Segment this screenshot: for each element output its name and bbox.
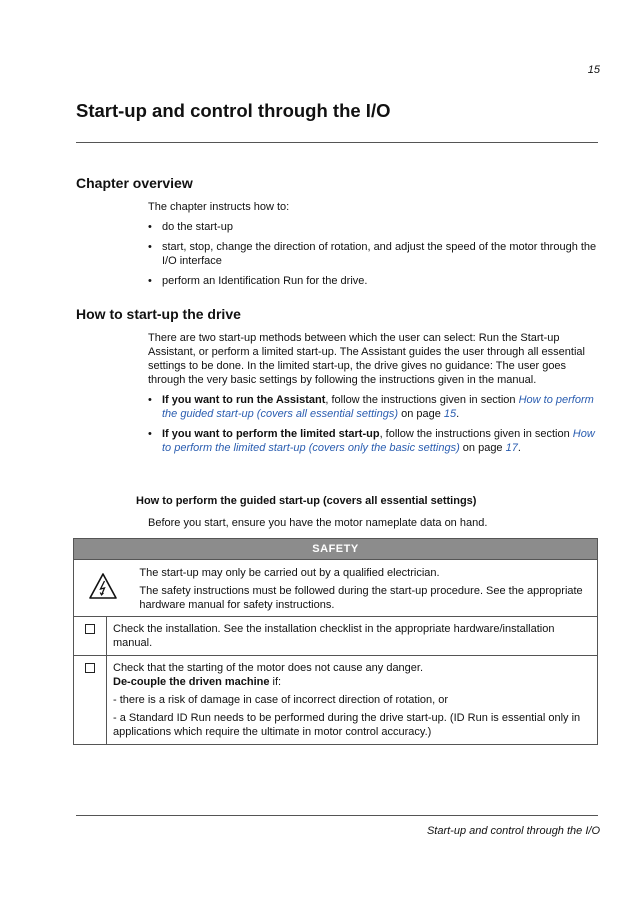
- guided-startup-link[interactable]: How to perform the guided start-up (covers all essential settings): [162, 394, 594, 420]
- safety-table: [73, 538, 598, 745]
- guided-startup-heading: How to perform the guided start-up (covers all essential settings): [136, 495, 477, 507]
- page-17-link[interactable]: 17: [505, 442, 518, 454]
- footer-divider: [76, 815, 598, 816]
- title-divider: [76, 142, 598, 143]
- page-15-link[interactable]: 15: [443, 408, 457, 420]
- list-item: • perform an Identification Run for the drive.: [148, 275, 368, 287]
- guided-intro: Before you start, ensure you have the motor nameplate data on hand.: [148, 517, 488, 529]
- checkbox-cell: [74, 656, 107, 745]
- list-item: • start, stop, change the direction of rotation, and adjust the speed of the motor through the I/O interface: [148, 241, 597, 267]
- overview-intro: The chapter instructs how to:: [148, 201, 290, 213]
- startup-list: [148, 393, 598, 455]
- safety-line-2: The safety instructions must be followed during the start-up procedure. See the appropriate hardware manual for safety instructions.: [139, 585, 583, 611]
- limited-startup-link[interactable]: How to perform the limited start-up (covers only the basic settings): [162, 428, 595, 454]
- safety-line-1: The start-up may only be carried out by a qualified electrician.: [139, 567, 440, 579]
- chapter-overview-heading: Chapter overview: [76, 175, 193, 191]
- startup-heading: How to start-up the drive: [76, 306, 241, 322]
- safety-icon-cell: [74, 560, 132, 617]
- safety-header: SAFETY: [74, 539, 598, 560]
- checkbox[interactable]: [85, 663, 95, 673]
- startup-paragraph: There are two start-up methods between which the user can select: Run the Start-up Assistant, or perform a limited start-up. The Assistant guides the user through all essential settings to be done. In the limited start-up, the drive gives no guidance: The user goes through the very basic settings by following the instructions given in the manual.: [148, 332, 585, 386]
- footer-text: Start-up and control through the I/O: [426, 825, 600, 837]
- chapter-overview-section: [148, 200, 598, 294]
- check-motor-text: Check that the starting of the motor does not cause any danger. De-couple the driven machine if: - there is a risk of damage in case of incorrect direction of rotation, or - a Standard ID Run needs to be performed during the drive start-up. (ID Run is essential only in applications which require the ultimate in motor control accuracy.): [107, 656, 598, 745]
- list-item: • If you want to run the Assistant, follow the instructions given in section How to perform the guided start-up (covers all essential settings) on page 15.: [148, 394, 594, 420]
- checkbox[interactable]: [85, 624, 95, 634]
- startup-section: [148, 331, 598, 461]
- page-number: 15: [587, 64, 600, 76]
- safety-text-cell: [131, 560, 597, 617]
- check-installation-text: Check the installation. See the installation checklist in the appropriate hardware/installation manual.: [107, 617, 598, 656]
- checkbox-cell: [74, 617, 107, 656]
- warning-triangle-icon: [88, 572, 118, 600]
- chapter-title: Start-up and control through the I/O: [76, 100, 391, 121]
- overview-list: [148, 220, 598, 288]
- list-item: • If you want to perform the limited start-up, follow the instructions given in section How to perform the limited start-up (covers only the basic settings) on page 17.: [148, 428, 595, 454]
- list-item: • do the start-up: [148, 221, 233, 233]
